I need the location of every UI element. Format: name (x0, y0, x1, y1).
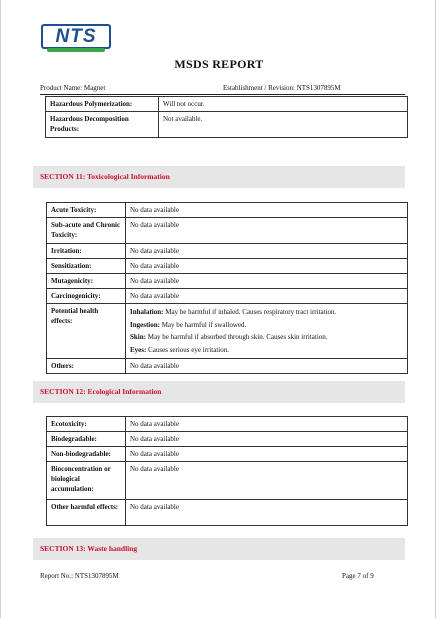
row-value: No data available (126, 274, 408, 289)
section-11-title: SECTION 11: Toxicological Information (40, 172, 170, 181)
row-label: Non-biodegradable: (47, 447, 126, 462)
row-value: No data available (126, 289, 408, 304)
table-row (46, 112, 408, 138)
nts-logo (41, 24, 111, 49)
row-value: No data available (126, 432, 408, 447)
health-item-skin: Skin: May be harmful if absorbed through skin. Causes skin irritation. (130, 333, 328, 341)
row-value: No data available (126, 500, 408, 526)
section-11-header (33, 166, 405, 188)
table-row (47, 304, 408, 359)
row-label: Biodegradable: (47, 432, 126, 447)
row-label: Sensitization: (47, 259, 126, 274)
row-value: Not available. (159, 112, 408, 138)
table-row (47, 462, 408, 500)
table-row (47, 417, 408, 432)
table-row (47, 218, 408, 244)
row-label: Other harmful effects: (47, 500, 126, 526)
row-label: Mutagenicity: (47, 274, 126, 289)
health-item-inhalation: Inhalation: May be harmful if inhaled. Causes respiratory tract irritation. (130, 308, 337, 316)
row-label: Carcinogenicity: (47, 289, 126, 304)
row-label: Hazardous Polymerization: (46, 97, 159, 112)
row-value: No data available (126, 447, 408, 462)
row-label: Sub-acute and Chronic Toxicity: (47, 218, 126, 244)
section-12-header (33, 381, 405, 403)
logo-text: NTS (55, 25, 97, 47)
row-value: Will not occur. (159, 97, 408, 112)
toxicological-table (46, 202, 408, 374)
product-line (40, 83, 405, 95)
table-row (47, 432, 408, 447)
table-row (47, 274, 408, 289)
row-label: Hazardous Decomposition Products: (46, 112, 159, 138)
row-value: No data available (126, 417, 408, 432)
ecological-table (46, 416, 408, 526)
table-row (47, 447, 408, 462)
table-row (47, 259, 408, 274)
table-row (47, 359, 408, 374)
table-row (47, 203, 408, 218)
footer-page-number: Page 7 of 9 (342, 572, 374, 580)
row-label: Acute Toxicity: (47, 203, 126, 218)
row-value: No data available (126, 244, 408, 259)
row-value: No data available (126, 259, 408, 274)
section-12-title: SECTION 12: Ecological Information (40, 387, 162, 396)
table-row (47, 289, 408, 304)
footer-report-no: Report No.: NTS1307895M (40, 572, 119, 580)
row-value: No data available (126, 218, 408, 244)
table-row (46, 97, 408, 112)
stability-table (45, 96, 408, 138)
section-13-title: SECTION 13: Waste handling (40, 544, 138, 553)
table-row (47, 500, 408, 526)
section-13-header (33, 538, 405, 560)
health-item-ingestion: Ingestion: May be harmful if swallowed. (130, 320, 247, 329)
logo-swoosh (47, 48, 105, 52)
row-label: Others: (47, 359, 126, 374)
row-label: Bioconcentration or biological accumulation: (47, 462, 126, 500)
page-title: MSDS REPORT (174, 57, 264, 71)
row-label: Ecotoxicity: (47, 417, 126, 432)
establishment-revision: Establishment / Revision: NTS1307895M (223, 84, 341, 92)
row-label: Potential health effects: (47, 304, 126, 359)
product-name: Product Name: Magnet (40, 84, 106, 92)
row-label: Irritation: (47, 244, 126, 259)
row-value: No data available (126, 203, 408, 218)
row-value: No data available (126, 359, 408, 374)
row-value: No data available (126, 462, 408, 500)
health-effects-cell (126, 304, 408, 359)
health-item-eyes: Eyes: Causes serious eye irritation. (130, 345, 229, 354)
table-row (47, 244, 408, 259)
